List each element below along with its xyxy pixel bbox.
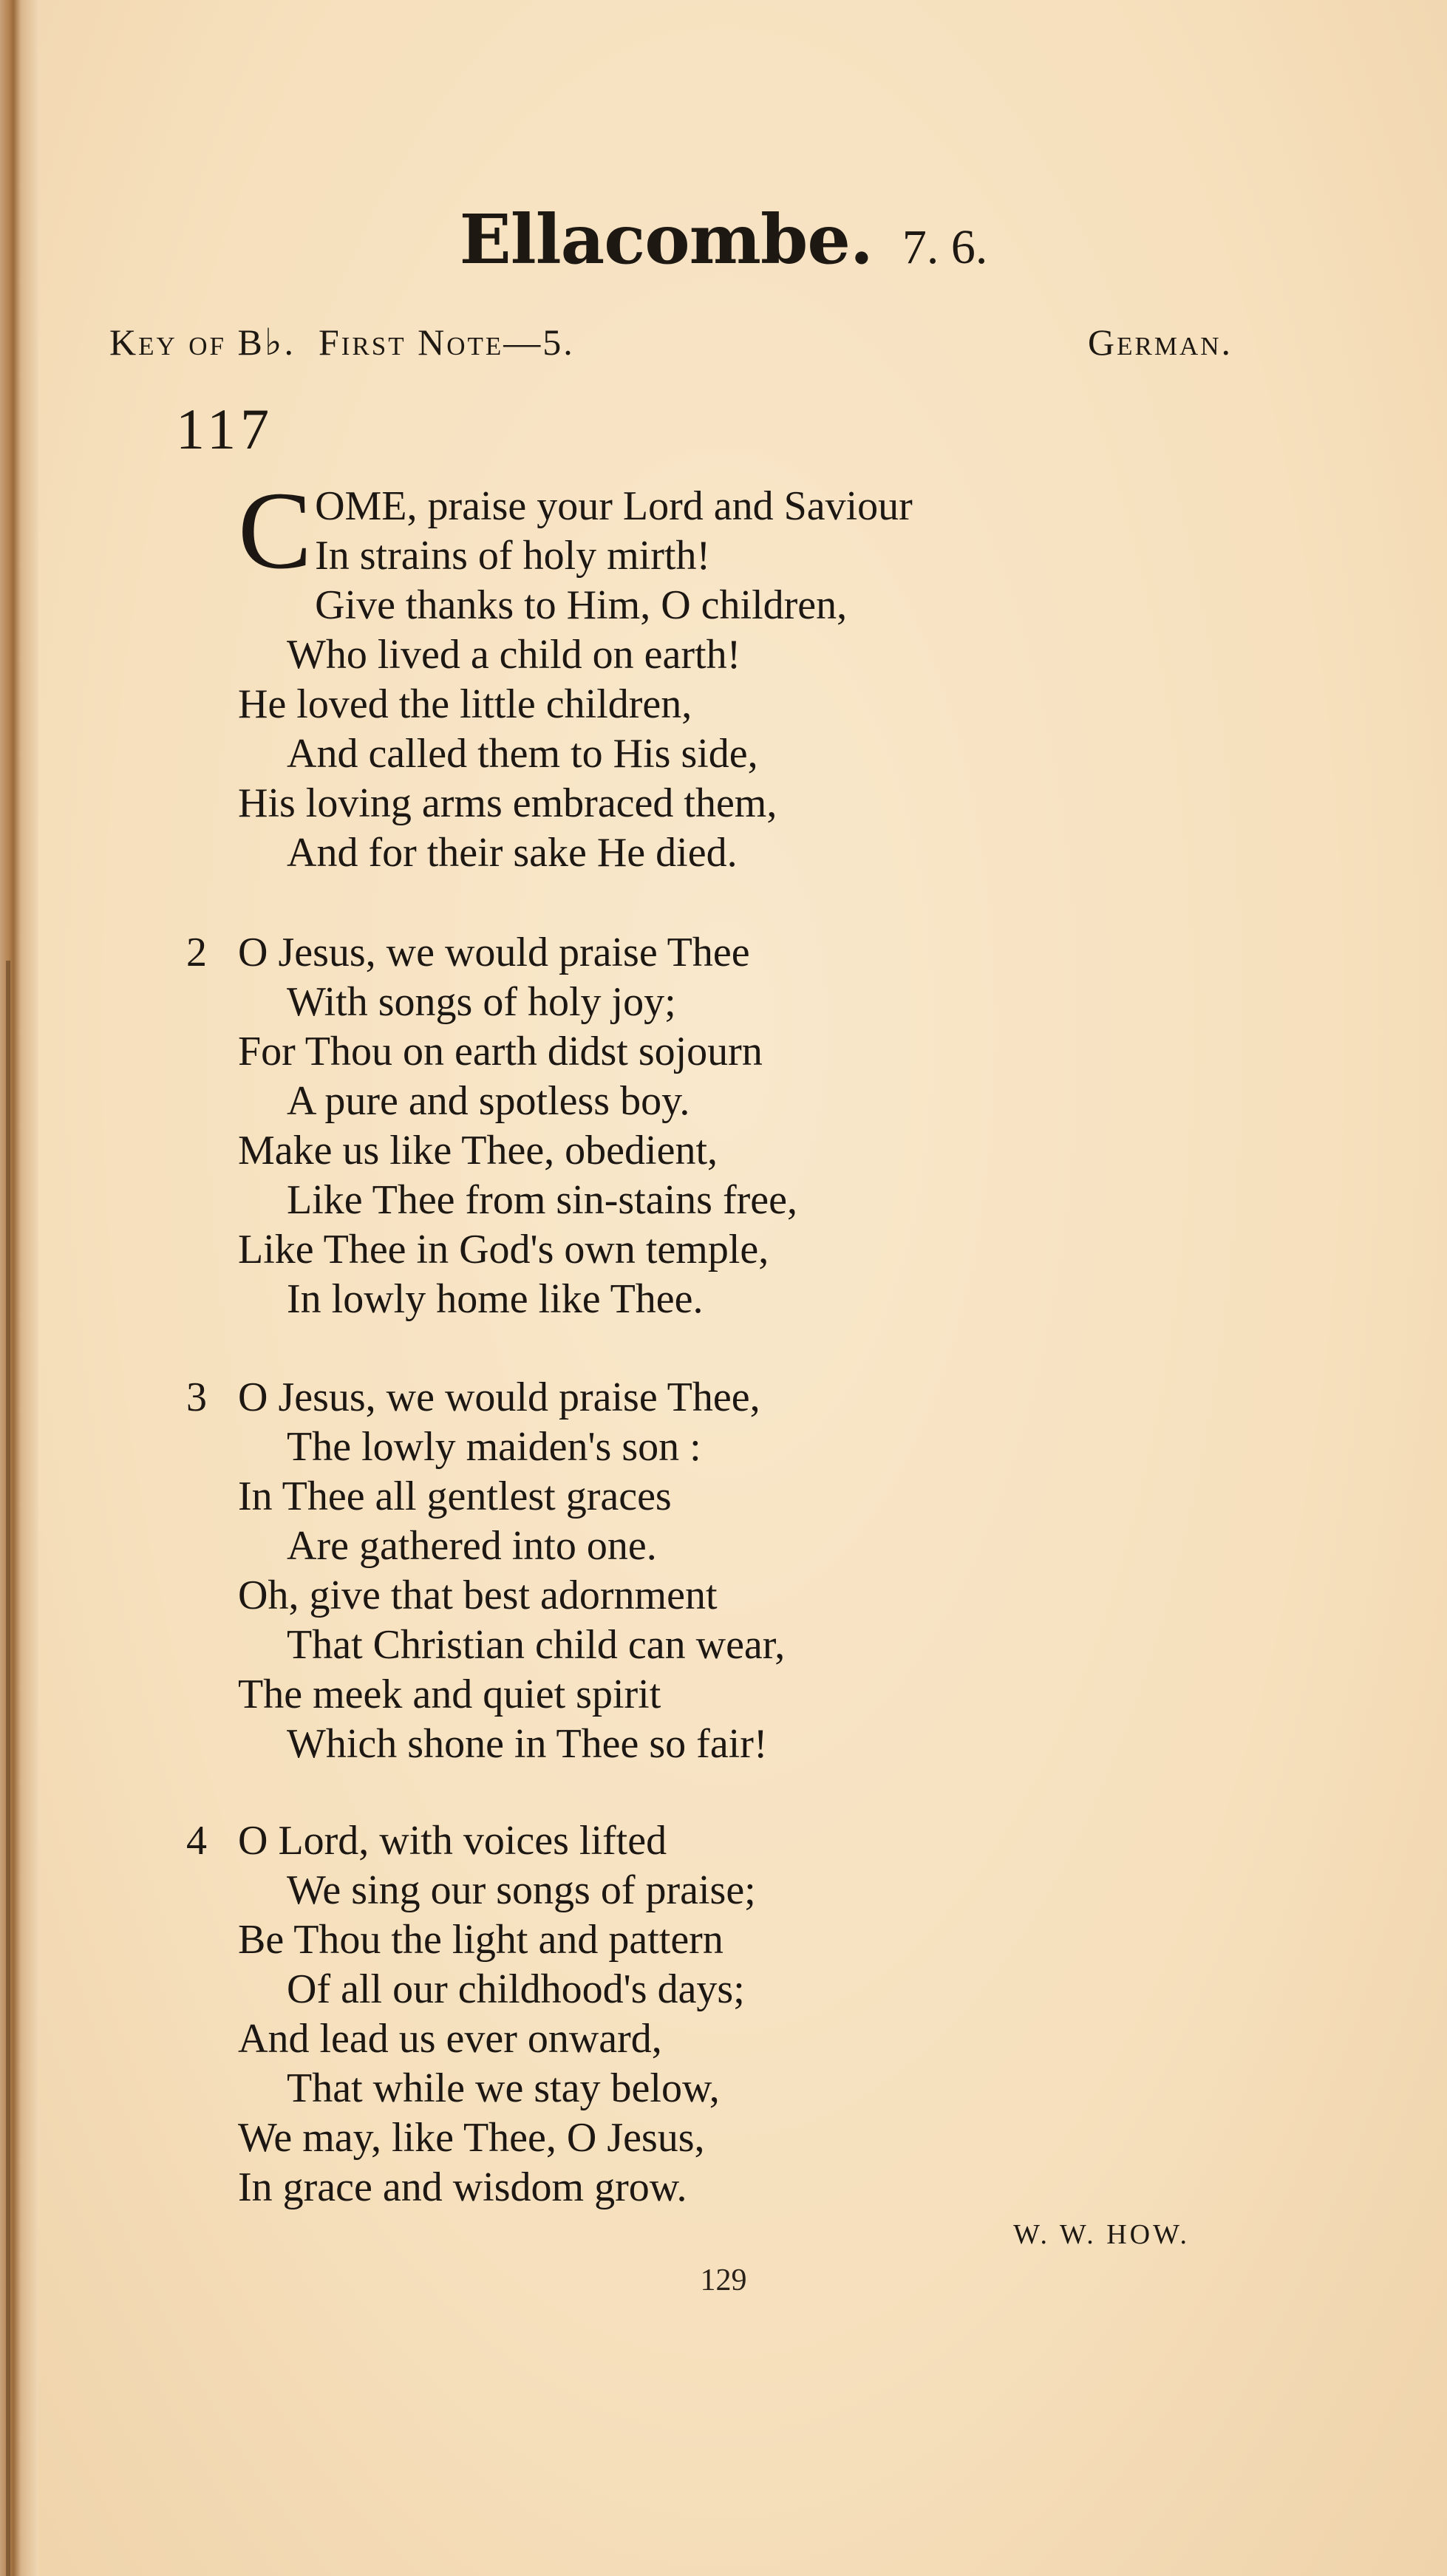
verse-line: The meek and quiet spirit bbox=[238, 1672, 661, 1717]
verse-line: With songs of holy joy; bbox=[287, 979, 676, 1025]
verse-3 bbox=[186, 1373, 1236, 1769]
verse-line: Which shone in Thee so fair! bbox=[287, 1721, 768, 1767]
verse-line: O Lord, with voices lifted bbox=[238, 1818, 667, 1864]
verse-line: In strains of holy mirth! bbox=[315, 533, 711, 579]
title-row bbox=[0, 200, 1447, 279]
verse-line: His loving arms embraced them, bbox=[238, 780, 777, 826]
verse-line: In Thee all gentlest graces bbox=[238, 1473, 672, 1519]
verse-line: That Christian child can wear, bbox=[287, 1622, 786, 1668]
verse-4 bbox=[186, 1816, 1236, 2212]
drop-cap: C bbox=[238, 469, 313, 592]
verse-line: Of all our childhood's days; bbox=[287, 1966, 745, 2012]
first-word: OME, bbox=[315, 483, 418, 529]
verse-line: And lead us ever onward, bbox=[238, 2016, 662, 2062]
verse-1 bbox=[238, 469, 1236, 878]
verse-line: The lowly maiden's son : bbox=[287, 1424, 701, 1470]
tune-info-row bbox=[109, 321, 1233, 365]
tune-name: Ellacombe. bbox=[459, 200, 873, 279]
tune-origin: German. bbox=[1087, 321, 1233, 363]
verse-line: Be Thou the light and pattern bbox=[238, 1917, 724, 1963]
verse-line: Give thanks to Him, O children, bbox=[315, 582, 848, 628]
verse-line: Make us like Thee, obedient, bbox=[238, 1128, 718, 1173]
verse-line: Who lived a child on earth! bbox=[287, 632, 741, 678]
key-signature: Key of B♭. bbox=[109, 321, 296, 363]
verse-line: He loved the little children, bbox=[238, 681, 692, 727]
verse-2 bbox=[186, 928, 1236, 1324]
meter: 7. 6. bbox=[902, 220, 988, 274]
verse-number: 2 bbox=[186, 930, 207, 975]
verse-line: And for their sake He died. bbox=[287, 830, 738, 876]
author-attribution: W. W. HOW. bbox=[1013, 2219, 1190, 2250]
verse-line: And called them to His side, bbox=[287, 731, 758, 777]
verse-line: Are gathered into one. bbox=[287, 1523, 657, 1569]
verse-number: 4 bbox=[186, 1818, 207, 1864]
verse-line: Like Thee in God's own temple, bbox=[238, 1227, 769, 1272]
verse-line: In lowly home like Thee. bbox=[287, 1276, 704, 1322]
verse-line: O Jesus, we would praise Thee, bbox=[238, 1374, 760, 1420]
verse-line: That while we stay below, bbox=[287, 2065, 720, 2111]
verse-line: O Jesus, we would praise Thee bbox=[238, 930, 750, 975]
first-line-rest: praise your Lord and Saviour bbox=[417, 483, 913, 529]
verse-line: A pure and spotless boy. bbox=[287, 1078, 690, 1124]
verse-line: Like Thee from sin-stains free, bbox=[287, 1177, 797, 1223]
verse-number: 3 bbox=[186, 1374, 207, 1420]
verse-line: We may, like Thee, O Jesus, bbox=[238, 2115, 705, 2161]
verse-line: We sing our songs of praise; bbox=[287, 1867, 756, 1913]
hymn-number: 117 bbox=[176, 397, 274, 461]
first-note: First Note—5. bbox=[318, 321, 575, 363]
page-number: 129 bbox=[700, 2263, 747, 2297]
key-and-first-note bbox=[109, 321, 575, 364]
verse-line: Oh, give that best adornment bbox=[238, 1572, 718, 1618]
verse-line: For Thou on earth didst sojourn bbox=[238, 1029, 763, 1074]
verse-line: In grace and wisdom grow. bbox=[238, 2164, 687, 2210]
